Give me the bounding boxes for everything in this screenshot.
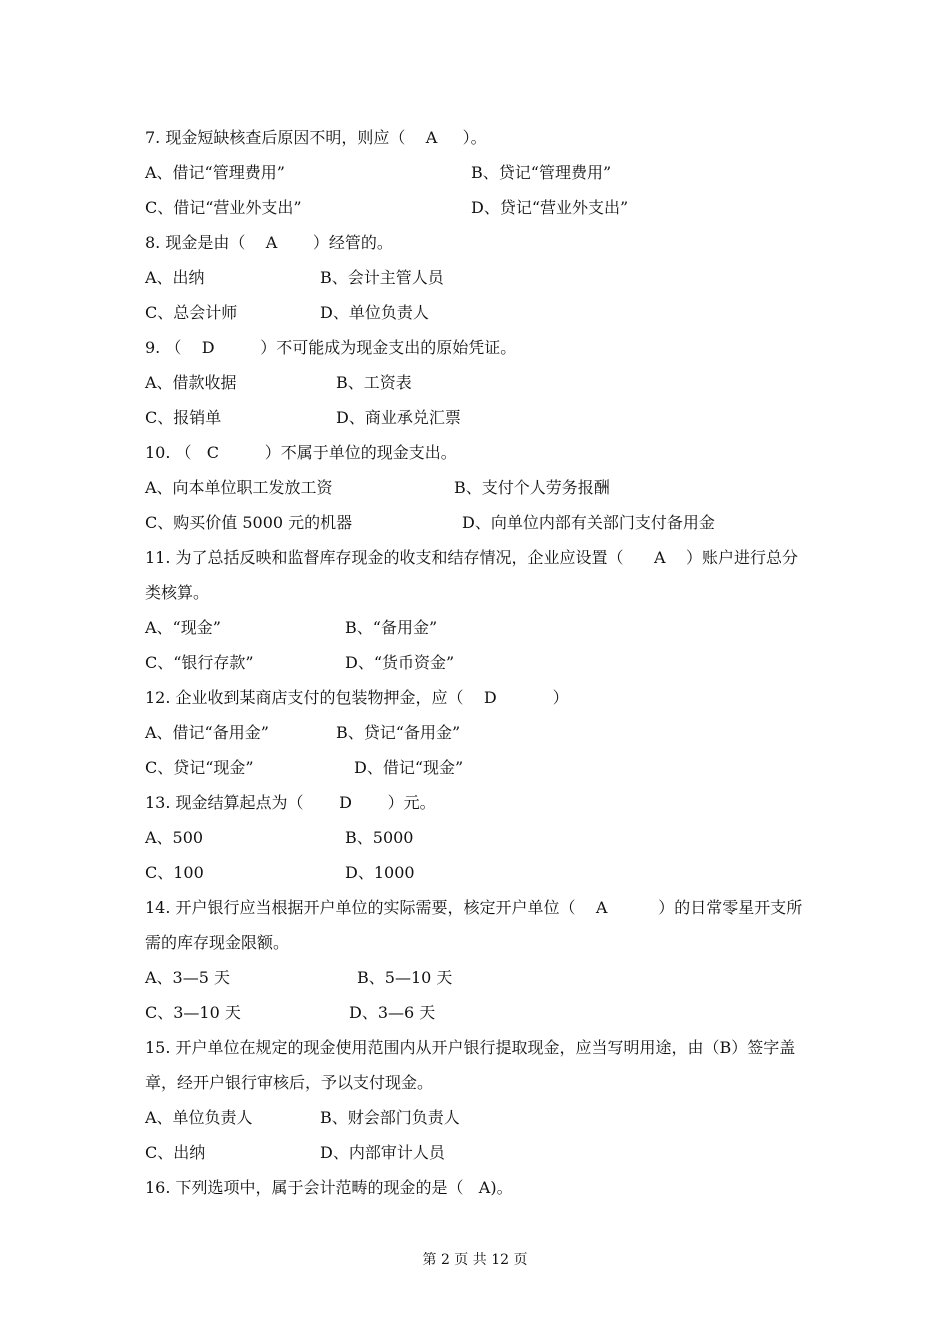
q10-option-b: B、支付个人劳务报酬	[454, 478, 610, 497]
question-15-stem-line1: 15. 开户单位在规定的现金使用范围内从开户银行提取现金，应当写明用途，由（B）签字盖	[145, 1038, 796, 1057]
q15-option-d: D、内部审计人员	[320, 1143, 445, 1162]
q9-option-c: C、报销单	[145, 408, 222, 427]
q14-option-d: D、3—6 天	[349, 1003, 436, 1022]
q11-option-c: C、“银行存款”	[145, 653, 254, 672]
q8-option-d: D、单位负责人	[320, 303, 429, 322]
q7-option-c: C、借记“营业外支出”	[145, 198, 302, 217]
question-14-stem-line2: 需的库存现金限额。	[145, 933, 290, 952]
q10-option-a: A、向本单位职工发放工资	[145, 478, 333, 497]
q13-option-c: C、100	[145, 863, 204, 882]
question-11-stem-line2: 类核算。	[145, 583, 210, 602]
q10-option-d: D、向单位内部有关部门支付备用金	[462, 513, 715, 532]
question-11-stem-line1: 11. 为了总括反映和监督库存现金的收支和结存情况，企业应设置（ A ）账户进行总分	[145, 548, 798, 567]
question-16-stem: 16. 下列选项中，属于会计范畴的现金的是（ A)。	[145, 1178, 513, 1197]
q14-option-a: A、3—5 天	[145, 968, 231, 987]
q8-option-a: A、出纳	[145, 268, 205, 287]
q12-option-a: A、借记“备用金”	[145, 723, 269, 742]
q13-option-a: A、500	[145, 828, 204, 847]
q14-option-c: C、3—10 天	[145, 1003, 241, 1022]
question-8-stem: 8. 现金是由（ A ）经管的。	[145, 233, 393, 252]
q15-option-c: C、出纳	[145, 1143, 206, 1162]
q13-option-d: D、1000	[345, 863, 415, 882]
q15-option-a: A、单位负责人	[145, 1108, 253, 1127]
question-10-stem: 10. （ C ）不属于单位的现金支出。	[145, 443, 457, 462]
question-13-stem: 13. 现金结算起点为（ D ）元。	[145, 793, 436, 812]
question-15-stem-line2: 章，经开户银行审核后，予以支付现金。	[145, 1073, 434, 1092]
question-12-stem: 12. 企业收到某商店支付的包装物押金，应（ D ）	[145, 688, 569, 707]
q12-option-c: C、贷记“现金”	[145, 758, 254, 777]
q7-option-b: B、贷记“管理费用”	[471, 163, 612, 182]
q10-option-c: C、购买价值 5000 元的机器	[145, 513, 353, 532]
question-9-stem: 9. （ D ）不可能成为现金支出的原始凭证。	[145, 338, 517, 357]
question-14-stem-line1: 14. 开户银行应当根据开户单位的实际需要，核定开户单位（ A ）的日常零星开支所	[145, 898, 803, 917]
q8-option-b: B、会计主管人员	[320, 268, 444, 287]
q12-option-b: B、贷记“备用金”	[336, 723, 461, 742]
q7-option-a: A、借记“管理费用”	[145, 163, 285, 182]
q7-option-d: D、贷记“营业外支出”	[471, 198, 629, 217]
q9-option-d: D、商业承兑汇票	[336, 408, 461, 427]
q12-option-d: D、借记“现金”	[354, 758, 464, 777]
q11-option-d: D、“货币资金”	[345, 653, 455, 672]
q14-option-b: B、5—10 天	[357, 968, 453, 987]
question-7-stem: 7. 现金短缺核查后原因不明，则应（ A ）。	[145, 128, 487, 147]
q9-option-a: A、借款收据	[145, 373, 237, 392]
q11-option-a: A、“现金”	[145, 618, 221, 637]
q8-option-c: C、总会计师	[145, 303, 238, 322]
q15-option-b: B、财会部门负责人	[320, 1108, 460, 1127]
page-number-footer: 第 2 页 共 12 页	[422, 1252, 528, 1268]
q9-option-b: B、工资表	[336, 373, 412, 392]
q13-option-b: B、5000	[345, 828, 414, 847]
q11-option-b: B、“备用金”	[345, 618, 438, 637]
